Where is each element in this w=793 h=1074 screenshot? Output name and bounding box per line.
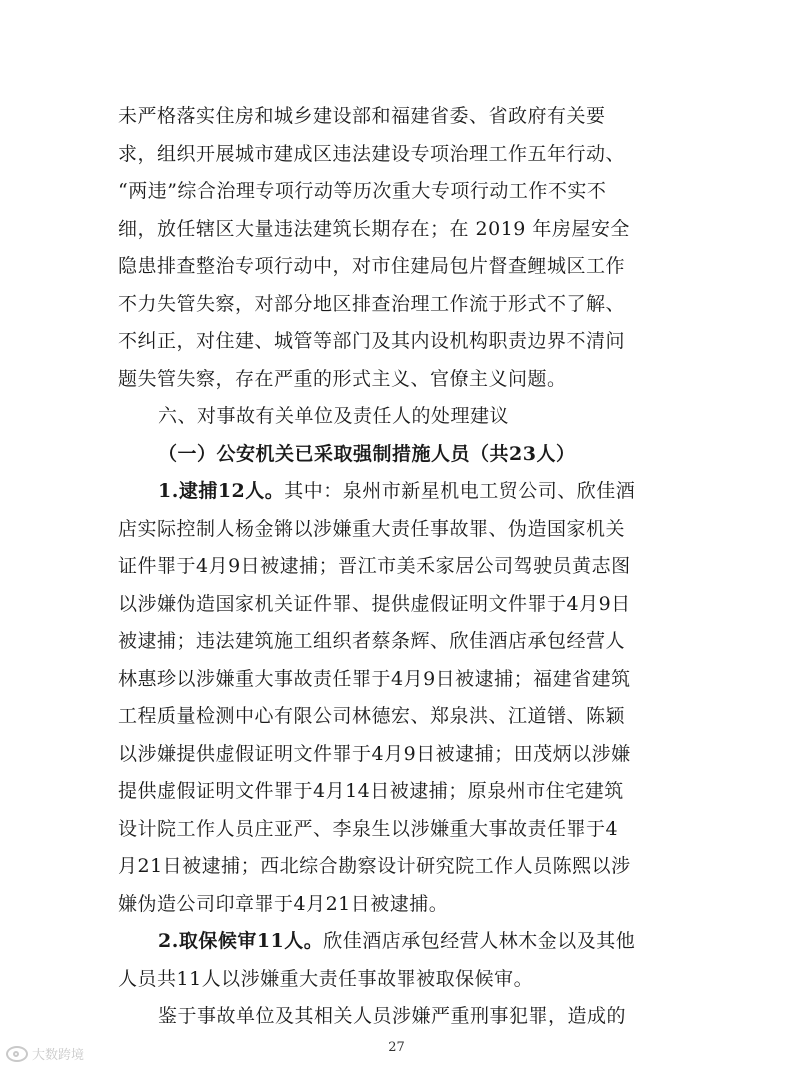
paragraph-line: 不纠正，对住建、城管等部门及其内设机构职责边界不清问	[118, 330, 626, 352]
paragraph-line: 求，组织开展城市建成区违法建设专项治理工作五年行动、	[118, 142, 626, 165]
paragraph-line: 设计院工作人员庄亚严、李泉生以涉嫌重大事故责任罪于4	[118, 817, 619, 840]
paragraph-line: 林惠珍以涉嫌重大事故责任罪于4月9日被逮捕；福建省建筑	[118, 667, 631, 690]
item-1-first-line	[118, 473, 678, 511]
page-number: 27	[388, 1040, 405, 1055]
watermark-text: 大数跨境	[32, 1048, 85, 1063]
paragraph-line: “两违”综合治理专项行动等历次重大专项行动工作不实不	[118, 180, 607, 202]
paragraph-line: 月21日被逮捕；西北综合勘察设计研究院工作人员陈熙以涉	[118, 855, 631, 877]
paragraph-line: 提供虚假证明文件罪于4月14日被逮捕；原泉州市住宅建筑	[118, 780, 624, 802]
paragraph-line: 鉴于事故单位及其相关人员涉嫌严重刑事犯罪，造成的	[158, 1005, 627, 1027]
item-2-first-line	[118, 923, 678, 961]
item-1-label: 1.逮捕12人。	[158, 480, 285, 502]
paragraph-line: 未严格落实住房和城乡建设部和福建省委、省政府有关要	[118, 105, 606, 127]
paragraph-line: 隐患排查整治专项行动中，对市住建局包片督查鲤城区工作	[118, 255, 626, 277]
paragraph-line: 嫌伪造公司印章罪于4月21日被逮捕。	[118, 892, 449, 915]
item-1-text: 其中：泉州市新星机电工贸公司、欣佳酒	[284, 480, 636, 502]
watermark-logo-icon	[6, 1046, 28, 1062]
item-2-text: 欣佳酒店承包经营人林木金以及其他	[323, 930, 636, 952]
subsection-heading: （一）公安机关已采取强制措施人员（共23人）	[158, 442, 576, 465]
paragraph-line: 以涉嫌伪造国家机关证件罪、提供虚假证明文件罪于4月9日	[118, 592, 631, 615]
paragraph-line: 证件罪于4月9日被逮捕；晋江市美禾家居公司驾驶员黄志图	[118, 555, 631, 577]
document-body	[118, 98, 678, 1036]
item-2-label: 2.取保候审11人。	[158, 930, 324, 952]
section-heading: 六、对事故有关单位及责任人的处理建议	[158, 405, 510, 427]
paragraph-line: 细，放任辖区大量违法建筑长期存在；在 2019 年房屋安全	[118, 217, 630, 240]
paragraph-line: 人员共11人以涉嫌重大责任事故罪被取保候审。	[118, 967, 534, 990]
paragraph-line: 不力失管失察，对部分地区排查治理工作流于形式不了解、	[118, 292, 626, 315]
paragraph-line: 工程质量检测中心有限公司林德宏、郑泉洪、江道镨、陈颖	[118, 705, 626, 727]
paragraph-line: 店实际控制人杨金锵以涉嫌重大责任事故罪、伪造国家机关	[118, 517, 626, 540]
watermark	[6, 1044, 84, 1063]
paragraph-line: 被逮捕；违法建筑施工组织者蔡条辉、欣佳酒店承包经营人	[118, 630, 626, 652]
paragraph-line: 以涉嫌提供虚假证明文件罪于4月9日被逮捕；田茂炳以涉嫌	[118, 742, 631, 765]
paragraph-line: 题失管失察，存在严重的形式主义、官僚主义问题。	[118, 367, 567, 390]
